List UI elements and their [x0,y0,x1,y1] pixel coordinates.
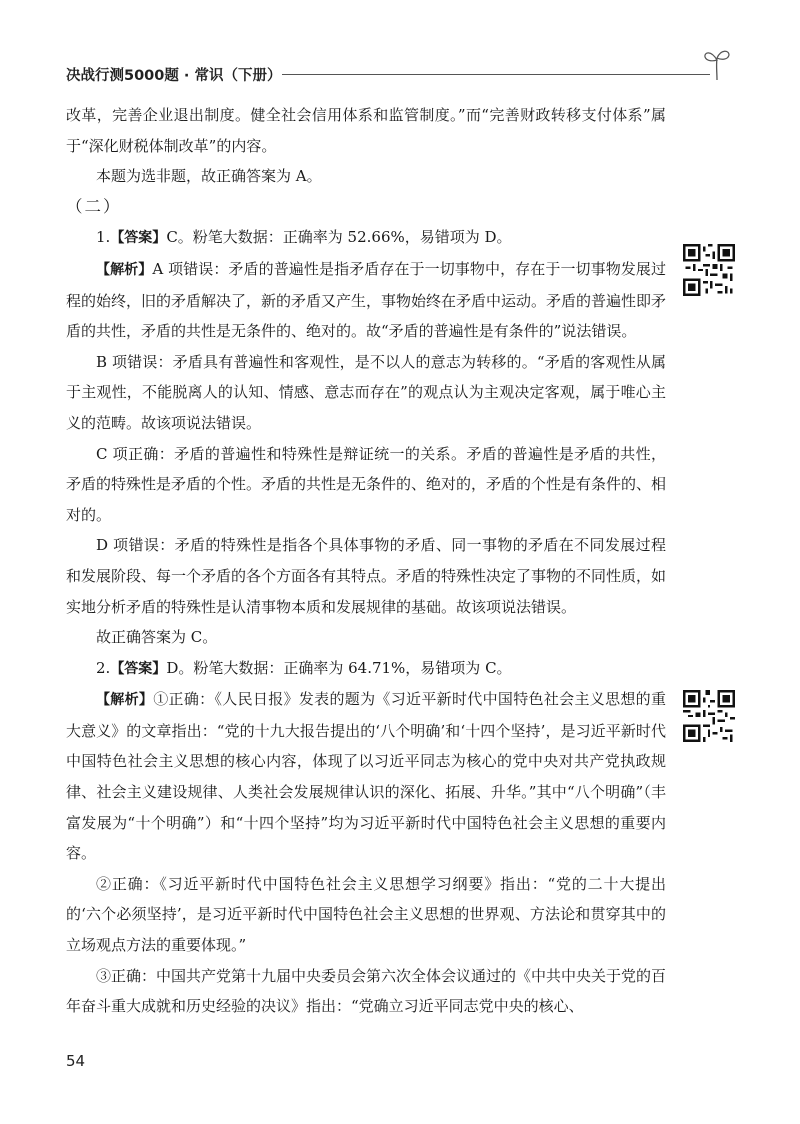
analysis-tag: 【解析】 [96,261,153,278]
page-number: 54 [66,1052,86,1070]
question-number: 1. [96,228,111,247]
q2-analysis-3: ③正确：中国共产党第十九届中央委员会第六次全体会议通过的《中共中央关于党的百年奋斗重大成就和历史经验的决议》指出：“党确立习近平同志党中央的核心、 [66,966,667,1016]
question-number: 2. [96,658,111,677]
q1-analysis-c: C 项正确：矛盾的普遍性和特殊性是辩证统一的关系。矛盾的普遍性是矛盾的共性，矛盾的特殊性是矛盾的个性。矛盾的共性是无条件的、绝对的，矛盾的个性是有条件的、相对的。 [66,444,667,524]
answer-tag: 【答案】 [110,230,167,247]
header-title: 决战行测5000题 · 常识（下册） [66,68,282,84]
q1-analysis-d: D 项错误：矛盾的特殊性是指各个具体事物的矛盾、同一事物的矛盾在不同发展过程和发展阶段、每一个矛盾的各个方面各有其特点。矛盾的特殊性决定了事物的不同性质，如实地分析矛盾的特殊性是认清事物本质和发展规律的基础。故该项说法错误。 [66,536,667,616]
answer-text: C。粉笔大数据：正确率为 52.66%，易错项为 D。 [166,228,512,247]
section-title: （二） [66,196,122,216]
analysis-text: A 项错误：矛盾的普遍性是指矛盾存在于一切事物中，存在于一切事物发展过程的始终，旧的矛盾解决了，新的矛盾又产生，事物始终在矛盾中运动。矛盾的普遍性即矛盾的共性，矛盾的共性是无条件的、绝对的。故“矛盾的普遍性是有条件的”说法错误。 [66,259,667,341]
q2-analysis-2: ②正确：《习近平新时代中国特色社会主义思想学习纲要》指出：“党的二十大提出的‘六个必须坚持’，是习近平新时代中国特色社会主义思想的世界观、方法论和贯穿其中的立场观点方法的重要体现。” [66,874,666,955]
q1-answer [66,222,666,254]
q1-analysis-b: B 项错误：矛盾具有普遍性和客观性，是不以人的意志为转移的。“矛盾的客观性从属于主观性，不能脱离人的认知、情感、意志而存在”的观点认为主观决定客观，属于唯心主义的范畴。故该项说法错误。 [66,352,666,432]
qr-code-icon[interactable] [683,244,735,296]
sprout-icon [702,46,732,82]
running-header [66,58,756,88]
answer-text: D。粉笔大数据：正确率为 64.71%，易错项为 C。 [166,658,512,677]
q1-conclusion: 故正确答案为 C。 [96,628,218,647]
analysis-tag: 【解析】 [96,692,154,709]
paragraph: 改革，完善企业退出制度。健全社会信用体系和监管制度。”而“完善财政转移支付体系”属于“深化财税体制改革”的内容。 [66,106,666,155]
q2-answer [66,653,666,685]
q2-analysis-1 [66,684,666,869]
answer-tag: 【答案】 [110,660,167,677]
page-body [66,100,666,1022]
header-rule [282,74,710,75]
qr-code-icon[interactable] [683,690,735,742]
analysis-text: ①正确：《人民日报》发表的题为《习近平新时代中国特色社会主义思想的重大意义》的文章指出：“党的十九大报告提出的‘八个明确’和‘十四个坚持’，是习近平新时代中国特色社会主义思想的核心内容，体现了以习近平同志为核心的党中央对共产党执政规律、社会主义建设规律、人类社会发展规律认识的深化、拓展、升华。”其中“八个明确”（丰富发展为“十个明确”）和“十四个坚持”均为习近平新时代中国特色社会主义思想的重要内容。 [66,690,666,863]
paragraph: 本题为选非题，故正确答案为 A。 [96,167,322,186]
q1-analysis-a [66,254,666,347]
